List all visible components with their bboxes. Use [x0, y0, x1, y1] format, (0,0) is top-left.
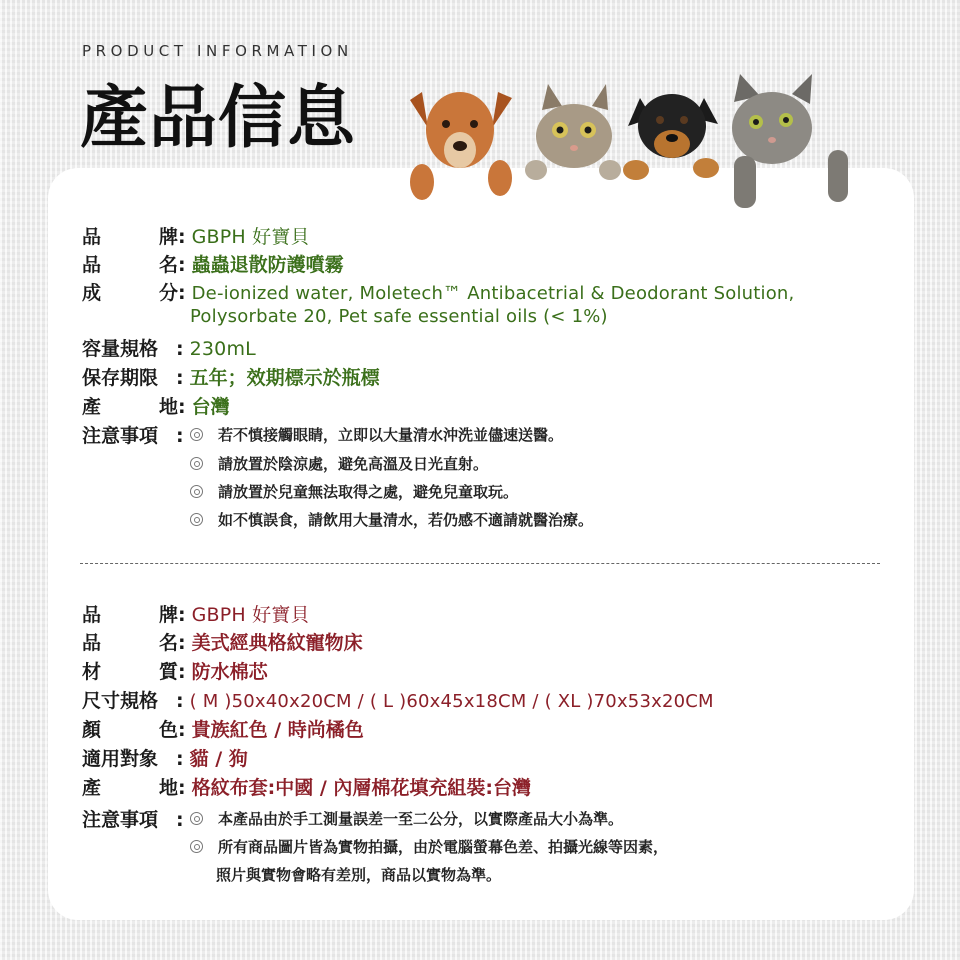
- s2-brand-value: GBPH 好寶貝: [191, 604, 310, 626]
- s2-note-continuation: 照片與實物會略有差別，商品以實物為準。: [216, 866, 502, 884]
- s2-target-value: 貓 / 狗: [189, 748, 248, 770]
- s2-note-item: [190, 808, 623, 829]
- s2-size-label: 尺寸規格: [82, 690, 159, 712]
- s2-name-value: 美式經典格紋寵物床: [191, 632, 363, 654]
- s2-note-text: 本產品由於手工測量誤差一至二公分，以實際產品大小為準。: [218, 810, 624, 828]
- s2-origin-row: 產地 : 格紋布套:中國 / 內層棉花填充組裝:台灣: [82, 773, 531, 800]
- s2-color-label: 顏色: [82, 719, 178, 741]
- s1-ingredients-label: 成分: [82, 282, 178, 304]
- s1-ingredients-row2: [190, 306, 608, 327]
- eyebrow-text: PRODUCT INFORMATION: [82, 42, 353, 60]
- s1-note-item: [190, 424, 563, 445]
- s2-brand-label: 品牌: [82, 604, 178, 626]
- s1-note-item: [190, 509, 593, 530]
- page-title: 產品信息: [80, 79, 357, 158]
- circle-bullet-icon: [190, 513, 203, 526]
- s1-note-text: 若不慎接觸眼睛，立即以大量清水沖洗並儘速送醫。: [218, 426, 564, 444]
- s1-notes-label: 注意事項: [82, 425, 159, 447]
- tabby-cat-icon: [525, 84, 621, 180]
- s1-origin-value: 台灣: [191, 396, 230, 418]
- dog-icon: [410, 92, 512, 200]
- s1-note-text: 請放置於兒童無法取得之處，避免兒童取玩。: [218, 483, 519, 501]
- s2-note-text: 所有商品圖片皆為實物拍攝，由於電腦螢幕色差、拍攝光線等因素，: [218, 838, 669, 856]
- circle-bullet-icon: [190, 485, 203, 498]
- s1-note-text: 請放置於陰涼處，避免高溫及日光直射。: [218, 455, 489, 473]
- s1-capacity-value: 230mL: [189, 338, 256, 360]
- s1-note-item: [190, 481, 518, 502]
- s2-material-value: 防水棉芯: [191, 661, 268, 683]
- s1-shelf-row: 保存期限 : 五年；效期標示於瓶標: [82, 363, 380, 390]
- s2-target-label: 適用對象: [82, 748, 159, 770]
- circle-bullet-icon: [190, 840, 203, 853]
- s1-name-row: 品名 : 蟲蟲退散防護噴霧: [82, 250, 344, 277]
- s2-color-row: 顏色 : 貴族紅色 / 時尚橘色: [82, 715, 364, 742]
- s1-ingredients-row: 成分 : De-ionized water, Moletech™ Antibacetrial & Deodorant Solution,: [82, 278, 794, 305]
- s2-material-label: 材質: [82, 661, 178, 683]
- s1-name-label: 品名: [82, 254, 178, 276]
- s1-brand-value: GBPH 好寶貝: [191, 226, 310, 248]
- gray-cat-icon: [732, 74, 848, 208]
- s2-note-item: [190, 836, 668, 857]
- circle-bullet-icon: [190, 457, 203, 470]
- puppy-icon: [623, 94, 719, 180]
- s2-brand-row: 品牌 : GBPH 好寶貝: [82, 600, 310, 627]
- s1-brand-row: 品牌 : GBPH 好寶貝: [82, 222, 310, 249]
- s2-color-value: 貴族紅色 / 時尚橘色: [191, 719, 364, 741]
- s2-origin-value: 格紋布套:中國 / 內層棉花填充組裝:台灣: [191, 777, 531, 799]
- section-divider: [80, 563, 880, 564]
- s1-notes-row: 注意事項 :: [82, 421, 190, 448]
- s1-origin-label: 產地: [82, 396, 178, 418]
- s2-material-row: 材質 : 防水棉芯: [82, 657, 268, 684]
- s1-name-value: 蟲蟲退散防護噴霧: [191, 254, 344, 276]
- s1-note-text: 如不慎誤食，請飲用大量清水，若仍感不適請就醫治療。: [218, 511, 594, 529]
- s2-notes-row: 注意事項 :: [82, 805, 190, 832]
- s2-size-row: 尺寸規格 : ( M )50x40x20CM / ( L )60x45x18CM / ( XL )70x53x20CM: [82, 686, 714, 713]
- s2-target-row: 適用對象 : 貓 / 狗: [82, 744, 248, 771]
- s2-name-row: 品名 : 美式經典格紋寵物床: [82, 628, 363, 655]
- s1-note-item: [190, 453, 488, 474]
- circle-bullet-icon: [190, 812, 203, 825]
- circle-bullet-icon: [190, 428, 203, 441]
- s1-shelf-label: 保存期限: [82, 367, 159, 389]
- pets-illustration: [400, 70, 870, 220]
- s2-size-value: ( M )50x40x20CM / ( L )60x45x18CM / ( XL )70x53x20CM: [189, 691, 714, 712]
- s2-origin-label: 產地: [82, 777, 178, 799]
- s1-capacity-label: 容量規格: [82, 338, 159, 360]
- s1-ingredients-line2: Polysorbate 20, Pet safe essential oils (< 1%): [190, 306, 608, 327]
- s2-notes-label: 注意事項: [82, 809, 159, 831]
- s1-shelf-value: 五年；效期標示於瓶標: [189, 367, 380, 389]
- s1-ingredients-line1: De-ionized water, Moletech™ Antibacetrial & Deodorant Solution,: [191, 283, 795, 304]
- s2-name-label: 品名: [82, 632, 178, 654]
- s1-origin-row: 產地 : 台灣: [82, 392, 230, 419]
- s1-capacity-row: 容量規格 : 230mL: [82, 334, 256, 361]
- s1-brand-label: 品牌: [82, 226, 178, 248]
